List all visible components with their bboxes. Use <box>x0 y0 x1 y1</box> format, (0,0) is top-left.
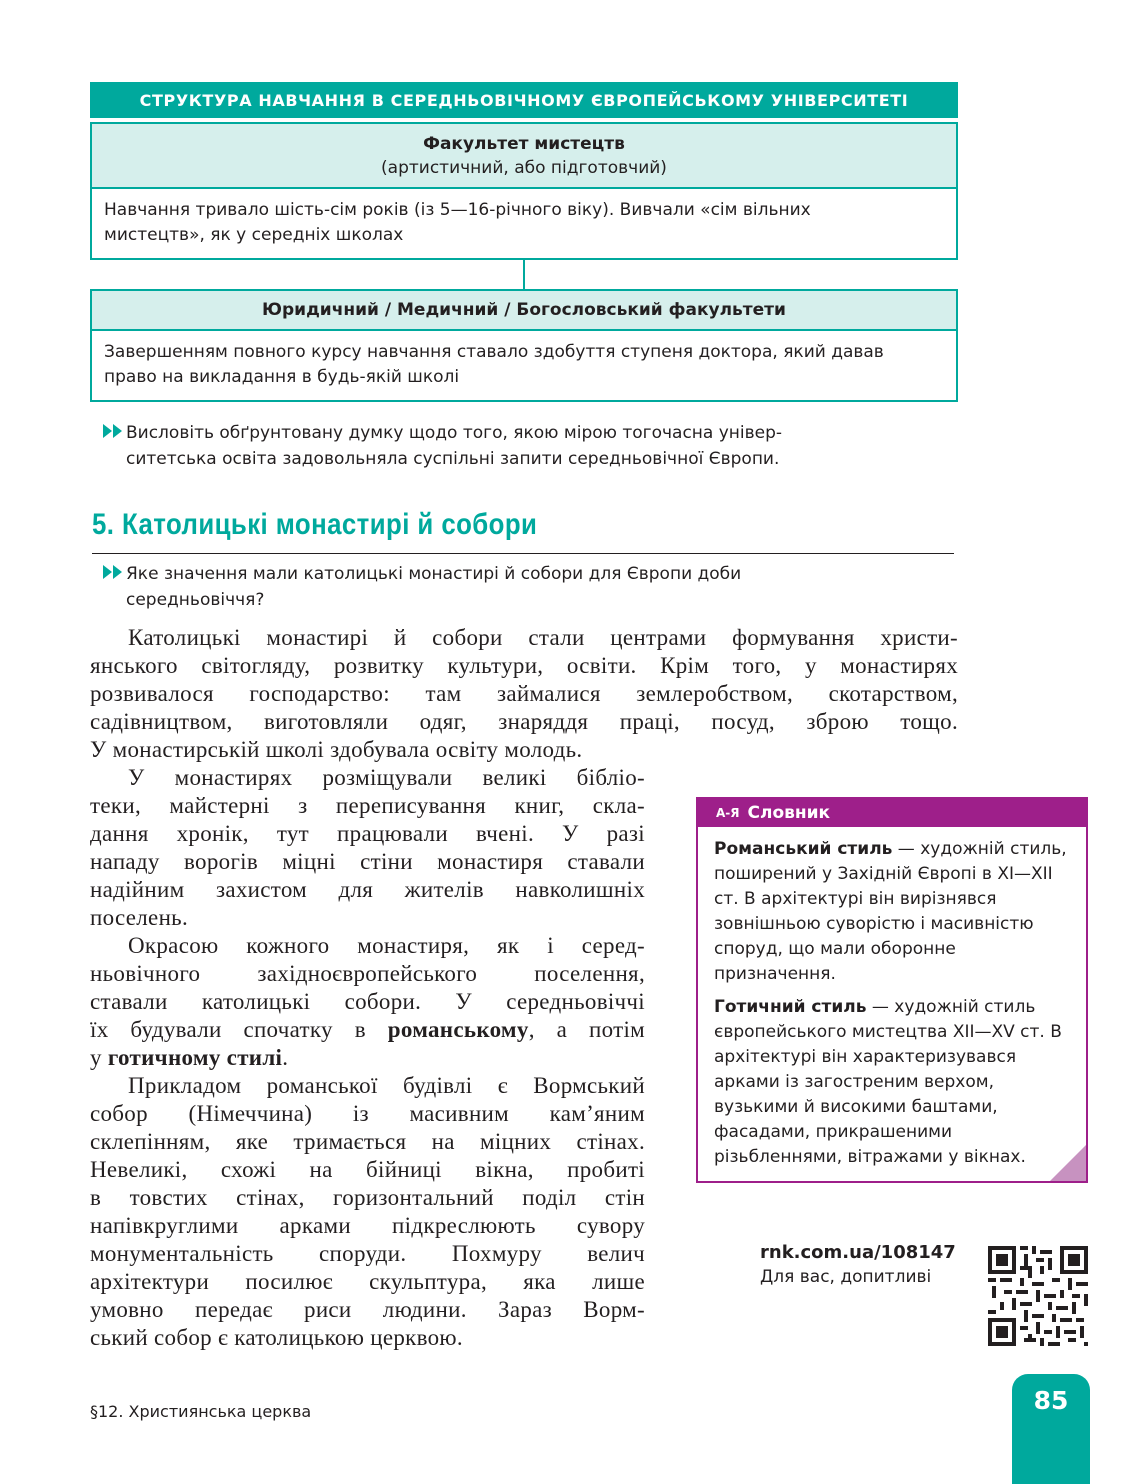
section-title: 5. Католицькі монастирі й собори <box>92 508 538 541</box>
structure-title: СТРУКТУРА НАВЧАННЯ В СЕРЕДНЬОВІЧНОМУ ЄВРОПЕЙСЬКОМУ УНІВЕРСИТЕТІ <box>90 82 958 118</box>
paragraph-line: ньовічного західноєвропейського поселення, <box>90 961 645 986</box>
paragraph-line: розвивалося господарство: там займалися землеробством, скотарством, <box>90 681 958 706</box>
faculty-arts-text-line: мистецтв», як у середніх школах <box>104 225 404 245</box>
faculty-arts-header <box>92 124 956 189</box>
text-run: їх будували спочатку в <box>90 1017 388 1042</box>
paragraph-line: архітектури посилює скульптура, яка лише <box>90 1269 645 1294</box>
diagram-connector <box>523 258 525 291</box>
paragraph-line: поселень. <box>90 905 189 930</box>
glossary-term: Готичний стиль <box>714 997 867 1017</box>
paragraph-line: У монастирській школі здобувала освіту молодь. <box>90 737 583 762</box>
paragraph-line: Окрасою кожного монастиря, як і серед- <box>128 933 645 958</box>
paragraph-monasteries-intro <box>90 624 958 764</box>
paragraph-line: Невеликі, схожі на бійниці вікна, пробиті <box>90 1157 645 1182</box>
glossary-entry-romanesque <box>714 837 1070 987</box>
paragraph-line: собор (Німеччина) із масивним кам’яним <box>90 1101 645 1126</box>
task-question-2 <box>102 561 802 613</box>
task-question-2-line: Яке значення мали католицькі монастирі й собори для Європи доби <box>126 564 742 584</box>
faculty-arts-title: Факультет мистецтв <box>423 134 625 154</box>
section-divider <box>92 553 954 554</box>
glossary-box <box>696 797 1088 1183</box>
glossary-term: Романський стиль <box>714 839 893 859</box>
paragraph-line: садівництвом, виготовляли одяг, знаряддя праці, посуд, зброю тощо. <box>90 709 958 734</box>
paragraph-line: У монастирях розміщували великі бібліо- <box>128 765 645 790</box>
glossary-definition: — художній стиль європейського мистецтва XII—XV ст. В архітектурі він характеризувався арками із загостреним верхом, вузькими й високими баштами, фасадами, прикрашеними різьбленнями, вітражами у вікнах. <box>714 997 1062 1167</box>
faculty-arts-subtitle: (артистичний, або підготовчий) <box>381 158 667 178</box>
task-question-1-line: ситетська освіта задовольняла суспільні запити середньовічної Європи. <box>126 449 780 469</box>
page-number: 85 <box>1012 1374 1090 1484</box>
paragraph-line: янського світогляду, розвитку культури, освіти. Крім того, у монастирях <box>90 653 958 678</box>
glossary-body <box>698 827 1086 1170</box>
higher-faculties-box <box>90 289 958 402</box>
text-run: . <box>282 1045 289 1070</box>
glossary-header <box>698 799 1086 827</box>
paragraph-line: Католицькі монастирі й собори стали центрами формування христи- <box>128 625 958 650</box>
double-arrow-icon <box>102 423 124 439</box>
faculty-arts-box <box>90 122 958 260</box>
task-question-2-line: середньовіччя? <box>126 590 265 610</box>
paragraph-line <box>90 1044 645 1072</box>
task-question-1 <box>102 420 822 472</box>
glossary-definition: — художній стиль, поширений у Західній Європі в XI—XII ст. В архітектурі він вирізнявся зовнішньою суворістю і масивністю споруд, що мали оборонне призначення. <box>714 839 1067 984</box>
paragraph-line: надійним захистом для жителів навколишніх <box>90 877 645 902</box>
paragraph-line: склепінням, яке тримається на міцних стінах. <box>90 1129 645 1154</box>
paragraph-line: монументальність споруди. Похмуру велич <box>90 1241 645 1266</box>
paragraph-line: ський собор є католицькою церквою. <box>90 1325 463 1350</box>
paragraph-line: теки, майстерні з переписування книг, скла- <box>90 793 645 818</box>
glossary-entry-gothic <box>714 995 1070 1170</box>
narrow-column-text <box>90 764 645 1352</box>
paragraph-line: ставали католицькі собори. У середньовіччі <box>90 989 645 1014</box>
term-romanesque-highlight: романському <box>387 1017 529 1042</box>
paragraph-line: нападу ворогів міцні стіни монастиря ставали <box>90 849 645 874</box>
faculty-arts-text-line: Навчання тривало шість-сім років (із 5—16-річного віку). Вивчали «сім вільних <box>104 200 811 220</box>
page-corner-icon <box>1050 1145 1086 1181</box>
paragraph-line: в товстих стінах, горизонтальний поділ стін <box>90 1185 645 1210</box>
faculty-arts-text <box>92 189 956 258</box>
higher-faculties-text <box>92 331 956 400</box>
paragraph-line: дання хронік, тут працювали вчені. У разі <box>90 821 645 846</box>
higher-faculties-title: Юридичний / Медичний / Богословський факультети <box>92 291 956 331</box>
higher-faculties-text-line: право на викладання в будь-якій школі <box>104 367 460 387</box>
higher-faculties-text-line: Завершенням повного курсу навчання ставало здобуття ступеня доктора, який давав <box>104 342 884 362</box>
text-run: у <box>90 1045 108 1070</box>
double-arrow-icon <box>102 564 124 580</box>
term-gothic-highlight: готичному стилі <box>107 1045 283 1070</box>
task-question-1-line: Висловіть обґрунтовану думку щодо того, якою мірою тогочасна універ- <box>126 423 783 443</box>
qr-code-icon[interactable] <box>988 1246 1088 1346</box>
dictionary-icon: А-Я <box>716 806 740 820</box>
resource-link-caption: Для вас, допитливі <box>760 1267 932 1287</box>
chapter-footer: §12. Християнська церква <box>90 1402 312 1421</box>
glossary-title: Словник <box>747 803 831 823</box>
paragraph-line: умовно передає риси людини. Зараз Ворм- <box>90 1297 645 1322</box>
text-run: , а потім <box>528 1017 645 1042</box>
paragraph-line <box>90 1016 645 1044</box>
paragraph-line: Прикладом романської будівлі є Вормський <box>128 1073 645 1098</box>
resource-link[interactable]: rnk.com.ua/108147 <box>760 1242 956 1263</box>
paragraph-line: напівкруглими арками підкреслюють сувору <box>90 1213 645 1238</box>
